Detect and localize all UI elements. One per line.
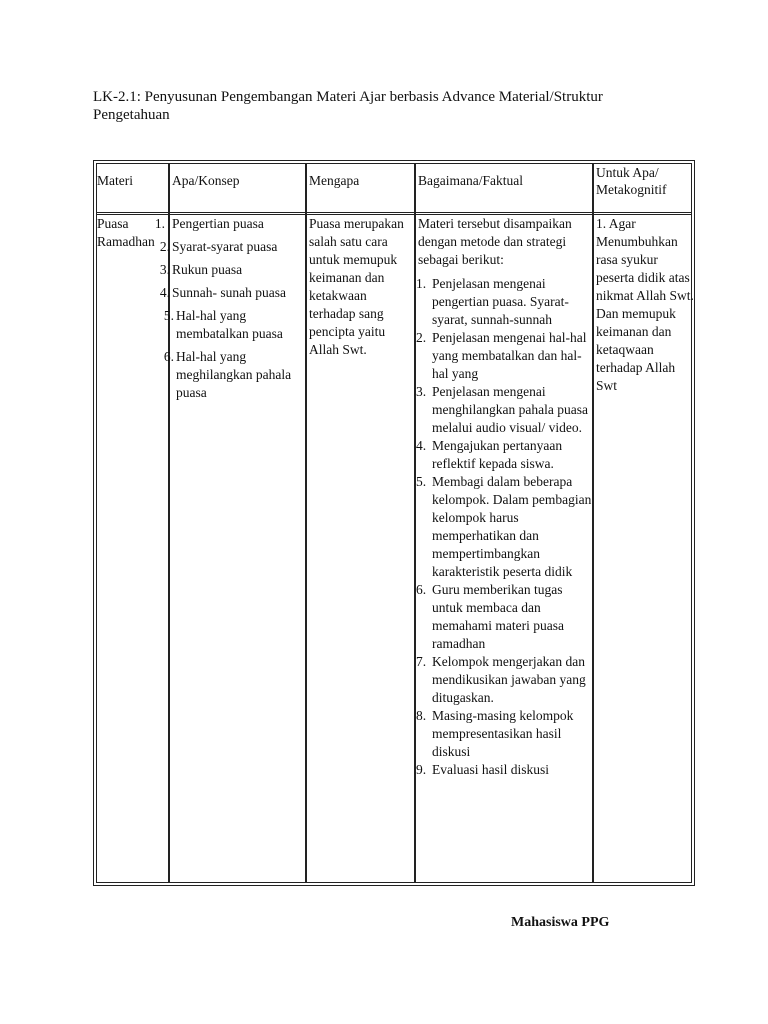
list-item: 3. Penjelasan mengenai menghilangkan pahala puasa melalui audio visual/ video. bbox=[416, 384, 588, 435]
title-line-1: LK-2.1: Penyusunan Pengembangan Materi Ajar berbasis Advance Material/Struktur bbox=[93, 89, 603, 105]
apa-konsep-cell bbox=[159, 215, 304, 407]
list-item: 5. Membagi dalam beberapa kelompok. Dalam pembagian kelompok harus memperhatikan dan mempertimbangkan karakteristik peserta didik bbox=[416, 474, 592, 579]
header-bagaimana: Bagaimana/Faktual bbox=[418, 173, 523, 188]
header-untuk-apa: Untuk Apa/ Metakognitif bbox=[596, 165, 667, 197]
list-item: 4. Mengajukan pertanyaan reflektif kepada siswa. bbox=[416, 438, 563, 471]
list-item: 8. Masing-masing kelompok mempresentasikan hasil diskusi bbox=[416, 708, 574, 759]
list-item: Pengertian puasa bbox=[172, 216, 264, 231]
list-item: 2. Penjelasan mengenai hal-hal yang membatalkan dan hal-hal yang bbox=[416, 330, 587, 381]
bagaimana-cell bbox=[418, 215, 593, 779]
material-table bbox=[93, 160, 695, 886]
bagaimana-intro: Materi tersebut disampaikan dengan metode dan strategi sebagai berikut: bbox=[418, 216, 572, 267]
list-item: 4. Sunnah- sunah puasa bbox=[159, 285, 286, 300]
list-item: 1. Penjelasan mengenai pengertian puasa. Syarat-syarat, sunnah-sunnah bbox=[416, 276, 569, 327]
table-inner-border bbox=[96, 163, 692, 883]
list-item: 6. Hal-hal yang meghilangkan pahala puasa bbox=[163, 349, 292, 400]
list-item: 5. Hal-hal yang membatalkan puasa bbox=[163, 308, 283, 341]
title-line-2: Pengetahuan bbox=[93, 107, 170, 123]
list-item: 6. Guru memberikan tugas untuk membaca dan memahami materi puasa ramadhan bbox=[416, 582, 564, 651]
header-mengapa: Mengapa bbox=[309, 173, 360, 188]
list-item: 7. Kelompok mengerjakan dan mendikusikan jawaban yang ditugaskan. bbox=[416, 654, 586, 705]
mengapa-cell: Puasa merupakan salah satu cara untuk memupuk keimanan dan ketakwaan terhadap sang pencipta yaitu Allah Swt. bbox=[309, 216, 404, 357]
signature-label: Mahasiswa PPG bbox=[511, 915, 610, 930]
document-title bbox=[93, 88, 653, 124]
materi-line-1: Puasa bbox=[97, 216, 129, 231]
bagaimana-list bbox=[418, 275, 593, 779]
list-item: 9. Evaluasi hasil diskusi bbox=[416, 762, 549, 777]
materi-line-2: Ramadhan bbox=[97, 234, 155, 249]
untuk-apa-cell: 1. Agar Menumbuhkan rasa syukur peserta didik atas nikmat Allah Swt. Dan memupuk keimanan dan ketaqwaan terhadap Allah Swt bbox=[596, 216, 694, 393]
header-materi: Materi bbox=[97, 173, 133, 188]
apa-konsep-list bbox=[159, 215, 304, 402]
materi-number: 1. bbox=[154, 216, 165, 231]
header-apa-konsep: Apa/Konsep bbox=[172, 173, 240, 188]
list-item: 2. Syarat-syarat puasa bbox=[159, 239, 278, 254]
list-item: 3. Rukun puasa bbox=[159, 262, 243, 277]
column-divider bbox=[305, 164, 307, 882]
